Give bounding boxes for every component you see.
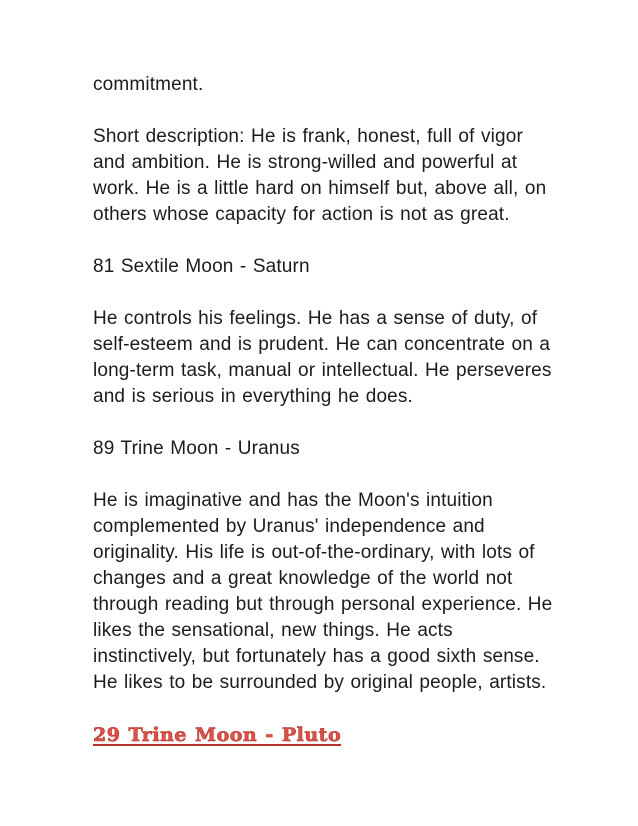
- section-29-title: 29 Trine Moon - Pluto: [93, 724, 342, 746]
- section-89-title: 89 Trine Moon - Uranus: [93, 438, 300, 459]
- short-description-paragraph: Short description: He is frank, honest, full of vigor and ambition. He is strong-willed and powerful at work. He is a little hard on himself but, above all, on others whose capacity for action is not as great.: [93, 126, 547, 225]
- document-page: [93, 72, 553, 748]
- continuation-text: commitment.: [93, 74, 204, 95]
- section-81-title: 81 Sextile Moon - Saturn: [93, 256, 310, 277]
- section-81-paragraph: He controls his feelings. He has a sense of duty, of self-esteem and is prudent. He can concentrate on a long-term task, manual or intellectual. He perseveres and is serious in everything he does.: [93, 308, 552, 407]
- section-89-paragraph: He is imaginative and has the Moon's intuition complemented by Uranus' independence and originality. His life is out-of-the-ordinary, with lots of changes and a great knowledge of the world not through reading but through personal experience. He likes the sensational, new things. He acts instinctively, but fortunately has a good sixth sense. He likes to be surrounded by original people, artists.: [93, 490, 553, 693]
